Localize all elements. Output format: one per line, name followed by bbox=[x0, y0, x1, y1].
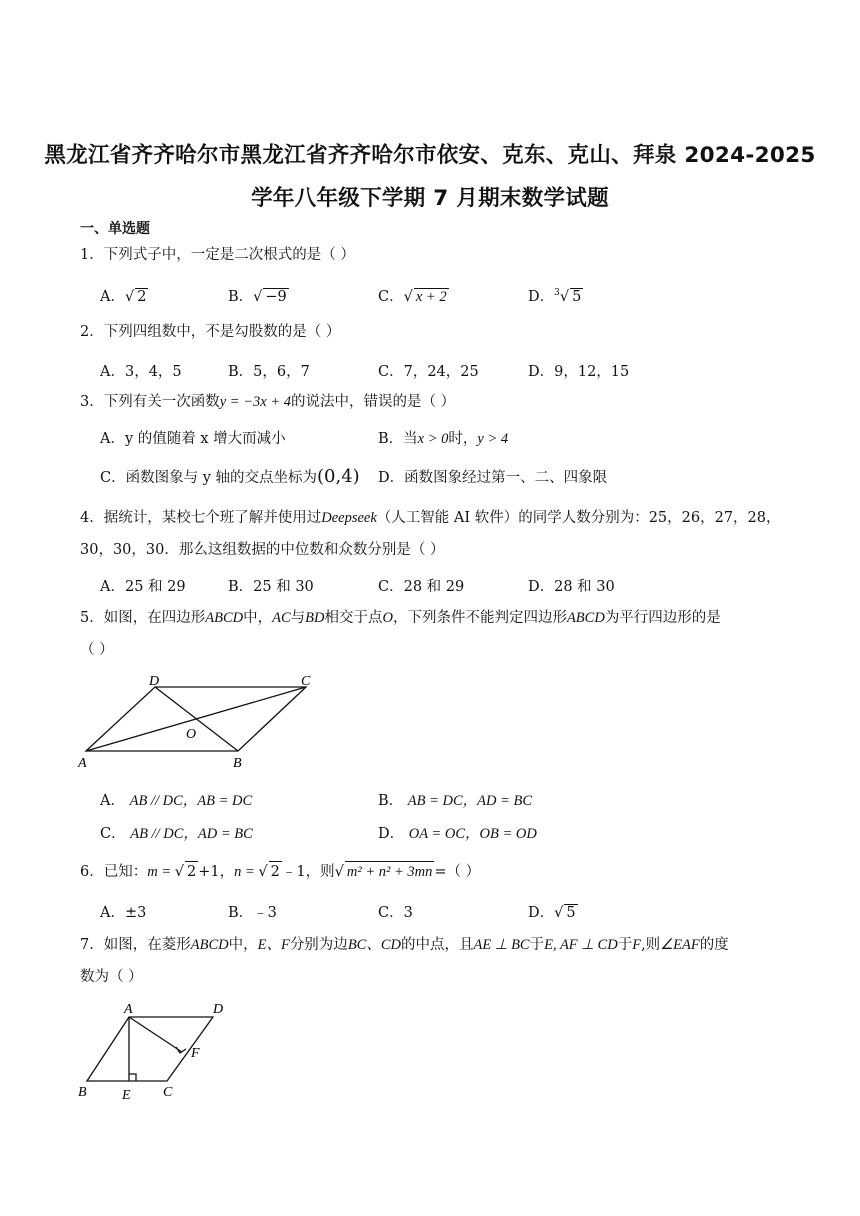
q5-option-b-condition: AB = DC，AD = BC bbox=[407, 793, 533, 809]
q3-option-c-text: C．函数图象与 y 轴的交点坐标为 bbox=[100, 470, 318, 486]
question-3-stem bbox=[80, 392, 455, 412]
q7-text: 于 bbox=[529, 937, 545, 953]
question-5-line2: （ ） bbox=[80, 642, 114, 658]
q2-option-d[interactable]: D．9，12，15 bbox=[528, 364, 630, 380]
section-heading: 一、单选题 bbox=[80, 221, 150, 237]
q3-option-d[interactable]: D．函数图象经过第一、二、四象限 bbox=[378, 470, 608, 486]
question-2-stem: 2．下列四组数中，不是勾股数的是（ ） bbox=[80, 324, 341, 340]
q1-option-d[interactable]: D．$^3$√ 5 bbox=[528, 288, 582, 305]
q6-text: 6．已知： bbox=[80, 864, 148, 880]
q5-text: 相交于点 bbox=[324, 610, 383, 626]
q5-quad-name: ABCD bbox=[205, 610, 244, 626]
q7-label-c: C bbox=[163, 1085, 173, 1100]
q6-n-post: ﹣1，则 bbox=[281, 864, 335, 880]
q7-text: 的中点，且 bbox=[400, 937, 474, 953]
page-title-line2: 学年八年级下学期 7 月期末数学试题 bbox=[251, 186, 609, 211]
q2-option-c[interactable]: C．7，24，25 bbox=[378, 364, 479, 380]
q1-option-c-radicand: x + 2 bbox=[415, 289, 447, 305]
q7-text: 分别为边 bbox=[289, 937, 348, 953]
question-6-stem: 6．已知：m = √ 2 +1，n = √ 2 ﹣1，则√ m² + n² + 3mn =（ ） bbox=[80, 861, 480, 882]
q6-text-end: =（ ） bbox=[434, 864, 481, 880]
q7-sides: BC、CD bbox=[347, 937, 401, 953]
question-1-stem: 1．下列式子中，一定是二次根式的是（ ） bbox=[80, 247, 355, 263]
q5-diagonal-bd: BD bbox=[305, 610, 325, 626]
q1-option-c[interactable]: C．√ x + 2 bbox=[378, 289, 447, 305]
q6-option-c[interactable]: C．3 bbox=[378, 905, 413, 921]
q5-point-o: O bbox=[382, 610, 393, 626]
q5-label-o: O bbox=[186, 727, 197, 742]
q7-label-d: D bbox=[213, 1002, 224, 1017]
q7-label-b: B bbox=[78, 1085, 87, 1100]
q7-label-e: E bbox=[122, 1088, 131, 1103]
q7-perp-ae: AE ⊥ BC bbox=[473, 937, 530, 953]
q6-option-d-label: D． bbox=[528, 905, 555, 921]
q5-option-d[interactable] bbox=[378, 822, 537, 843]
q3-stem-text-end: 的说法中，错误的是（ ） bbox=[290, 394, 456, 410]
q1-option-d-label: D． bbox=[528, 289, 555, 305]
q1-option-b-label: B． bbox=[228, 289, 254, 305]
q1-option-a-radicand: 2 bbox=[137, 289, 147, 305]
q5-option-d-condition: OA = OC，OB = OD bbox=[408, 826, 537, 842]
q5-label-c: C bbox=[301, 674, 311, 689]
q4-text: 4．据统计，某校七个班了解并使用过 bbox=[80, 510, 322, 526]
q3-option-c-point: (0,4) bbox=[317, 466, 360, 487]
q1-option-d-root-index: 3 bbox=[554, 288, 560, 299]
q7-angle-eaf: ∠EAF bbox=[660, 937, 700, 953]
q1-option-a[interactable]: A．√ 2 bbox=[100, 289, 147, 305]
q5-option-a-condition: AB // DC，AB = DC bbox=[129, 793, 253, 809]
q3-option-b[interactable] bbox=[378, 427, 508, 448]
q5-label-a: A bbox=[78, 756, 87, 771]
q7-text: 中， bbox=[228, 937, 258, 953]
q5-label-b: B bbox=[233, 756, 242, 771]
question-5-line1 bbox=[80, 608, 721, 628]
q3-function-formula: y = −3x + 4 bbox=[219, 394, 291, 410]
q4-option-d[interactable]: D．28 和 30 bbox=[528, 579, 615, 595]
q7-rhombus-name: ABCD bbox=[190, 937, 229, 953]
q7-label-f: F bbox=[191, 1046, 200, 1061]
q5-text: ，下列条件不能判定四边形 bbox=[392, 610, 567, 626]
q3-option-a[interactable]: A．y 的值随着 x 增大而减小 bbox=[100, 431, 286, 447]
q1-option-b-radicand: −9 bbox=[265, 289, 287, 305]
q5-option-b-label: B． bbox=[378, 793, 404, 809]
q6-option-d[interactable]: D．√ 5 bbox=[528, 905, 576, 921]
q6-expression-radicand: m² + n² + 3mn bbox=[345, 861, 434, 882]
question-7-line1 bbox=[80, 935, 729, 955]
question-4-line2: 30，30，30．那么这组数据的中位数和众数分别是（ ） bbox=[80, 542, 445, 558]
q1-option-c-label: C． bbox=[378, 289, 404, 305]
q6-option-a[interactable]: A．±3 bbox=[100, 905, 147, 921]
q4-option-c[interactable]: C．28 和 29 bbox=[378, 579, 465, 595]
q4-text-end: （人工智能 AI 软件）的同学人数分别为：25，26，27，28， bbox=[376, 510, 781, 526]
q7-perp-af: E, AF ⊥ CD bbox=[544, 937, 618, 953]
q1-option-d-radicand: 5 bbox=[572, 289, 582, 305]
q7-text: 7．如图，在菱形 bbox=[80, 937, 191, 953]
q6-m-radicand: 2 bbox=[185, 861, 198, 882]
q7-altitude-af bbox=[129, 1017, 182, 1052]
q5-quad-name: ABCD bbox=[566, 610, 605, 626]
q7-rhombus-figure bbox=[70, 998, 250, 1108]
q5-text: 中， bbox=[243, 610, 273, 626]
question-7-line2: 数为（ ） bbox=[80, 969, 143, 985]
q1-option-b[interactable]: B．√ −9 bbox=[228, 289, 287, 305]
q7-point-f: F bbox=[632, 937, 642, 953]
q5-text: 5．如图，在四边形 bbox=[80, 610, 206, 626]
q6-option-b[interactable]: B．﹣3 bbox=[228, 905, 277, 921]
q5-parallelogram-figure bbox=[70, 672, 330, 772]
q5-text-end: 为平行四边形的是 bbox=[604, 610, 721, 626]
q7-text: 于 bbox=[617, 937, 633, 953]
q4-software-name: Deepseek bbox=[321, 510, 377, 526]
q5-option-c-label: C． bbox=[100, 826, 126, 842]
q3-stem-text: 3．下列有关一次函数 bbox=[80, 394, 220, 410]
q4-option-b[interactable]: B．25 和 30 bbox=[228, 579, 314, 595]
q7-text-end: 的度 bbox=[699, 937, 729, 953]
q4-option-a[interactable]: A．25 和 29 bbox=[100, 579, 186, 595]
q6-m-post: +1， bbox=[198, 864, 235, 880]
q5-option-a-label: A． bbox=[100, 793, 125, 809]
q5-option-d-label: D． bbox=[378, 826, 405, 842]
q3-option-b-condition: x > 0 bbox=[417, 431, 449, 447]
q7-text: ,则 bbox=[641, 937, 661, 953]
q3-option-b-result: y > 4 bbox=[477, 431, 509, 447]
q5-option-a[interactable] bbox=[100, 789, 252, 810]
q5-label-d: D bbox=[149, 674, 160, 689]
q1-option-a-label: A． bbox=[100, 289, 125, 305]
q3-option-b-text-mid: 时， bbox=[448, 431, 478, 447]
page-title-line1: 黑龙江省齐齐哈尔市黑龙江省齐齐哈尔市依安、克东、克山、拜泉 2024-2025 bbox=[44, 143, 816, 168]
q7-points-ef: E、F bbox=[257, 937, 290, 953]
q5-diagonal-line-bd bbox=[155, 687, 238, 751]
q6-m-eq: m = bbox=[147, 864, 175, 880]
q5-option-b[interactable] bbox=[378, 789, 532, 810]
q6-n-eq: n = bbox=[234, 864, 259, 880]
q5-diagonal-ac: AC bbox=[272, 610, 291, 626]
q5-option-c-condition: AB // DC，AD = BC bbox=[130, 826, 253, 842]
q5-option-c[interactable] bbox=[100, 822, 253, 843]
q3-option-c[interactable] bbox=[100, 466, 360, 487]
q7-right-angle-e bbox=[129, 1074, 136, 1081]
q7-right-angle-f bbox=[176, 1047, 186, 1053]
q5-text: 与 bbox=[290, 610, 306, 626]
q2-option-a[interactable]: A．3，4，5 bbox=[100, 364, 182, 380]
question-4-line1 bbox=[80, 508, 781, 528]
q3-option-b-text: B．当 bbox=[378, 431, 418, 447]
q7-label-a: A bbox=[124, 1002, 133, 1017]
q6-n-radicand: 2 bbox=[269, 861, 282, 882]
q2-option-b[interactable]: B．5，6，7 bbox=[228, 364, 310, 380]
q6-option-d-radicand: 5 bbox=[566, 905, 576, 921]
